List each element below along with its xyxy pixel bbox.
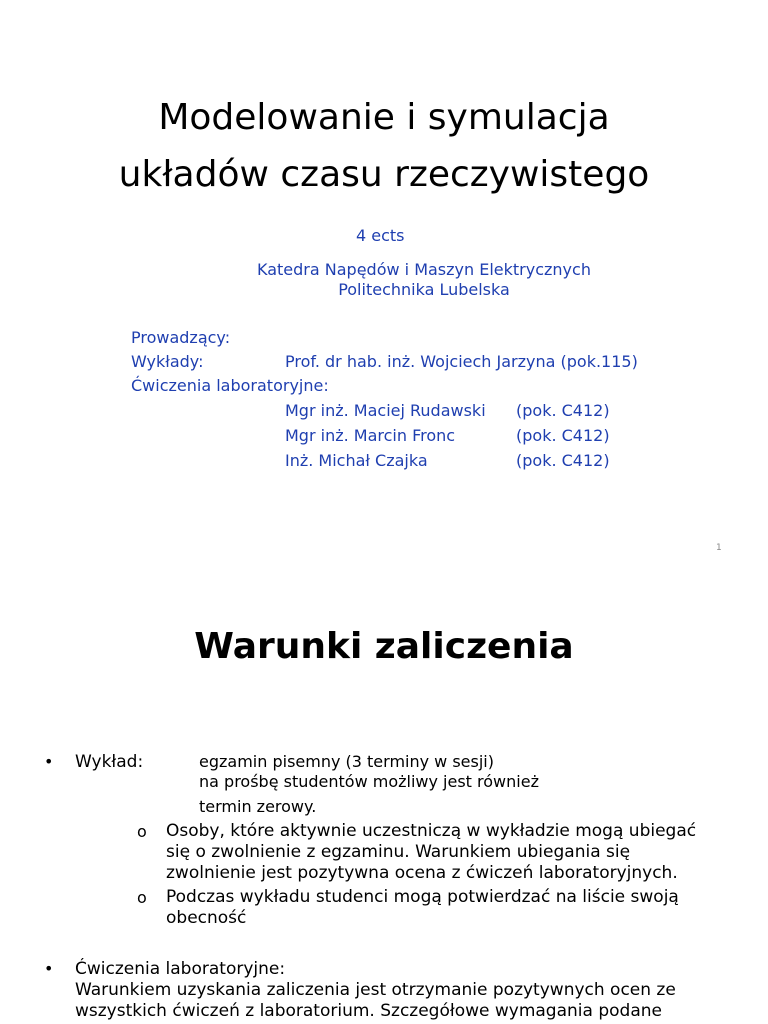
sub2-line2: obecność — [166, 908, 247, 928]
lectures-person: Prof. dr hab. inż. Wojciech Jarzyna (pok.115) — [285, 352, 638, 371]
lecture-line3: termin zerowy. — [199, 797, 317, 816]
labs-line1: Warunkiem uzyskania zaliczenia jest otrzymanie pozytywnych ocen ze — [75, 980, 676, 1000]
department-name: Katedra Napędów i Maszyn Elektrycznych — [257, 260, 591, 279]
slide1-title-line2: układów czasu rzeczywistego — [118, 154, 650, 195]
ects-label: 4 ects — [356, 226, 405, 245]
lab-instructor-name: Mgr inż. Marcin Fronc — [285, 426, 456, 445]
bullet-icon: • — [44, 752, 54, 771]
lectures-label: Wykłady: — [131, 352, 204, 371]
lab-instructor-room: (pok. C412) — [516, 451, 610, 470]
lecture-label: Wykład: — [75, 752, 144, 772]
lab-instructor-room: (pok. C412) — [516, 401, 610, 420]
lecture-line1: egzamin pisemny (3 terminy w sesji) — [199, 752, 494, 771]
lab-instructor-room: (pok. C412) — [516, 426, 610, 445]
lecture-line2: na prośbę studentów możliwy jest również — [199, 772, 539, 791]
lab-instructor-name: Mgr inż. Maciej Rudawski — [285, 401, 486, 420]
labs-line2: wszystkich ćwiczeń z laboratorium. Szczegółowe wymagania podane — [75, 1001, 662, 1021]
university-name: Politechnika Lubelska — [338, 280, 510, 299]
labs-label: Ćwiczenia laboratoryjne: — [131, 376, 329, 395]
sub1-line1: Osoby, które aktywnie uczestniczą w wykładzie mogą ubiegać — [166, 821, 697, 841]
sub-bullet-icon: o — [137, 888, 147, 907]
slide2-title: Warunki zaliczenia — [194, 626, 574, 667]
slide1-title-line1: Modelowanie i symulacja — [158, 97, 610, 138]
bullet-icon: • — [44, 959, 54, 978]
sub1-line2: się o zwolnienie z egzaminu. Warunkiem ubiegania się — [166, 842, 631, 862]
page-number: 1 — [716, 543, 722, 553]
sub-bullet-icon: o — [137, 822, 147, 841]
lab-instructor-name: Inż. Michał Czajka — [285, 451, 428, 470]
lecturers-label: Prowadzący: — [131, 328, 231, 347]
labs-section-label: Ćwiczenia laboratoryjne: — [75, 959, 286, 979]
sub1-line3: zwolnienie jest pozytywna ocena z ćwiczeń laboratoryjnych. — [166, 863, 678, 883]
sub2-line1: Podczas wykładu studenci mogą potwierdzać na liście swoją — [166, 887, 679, 907]
